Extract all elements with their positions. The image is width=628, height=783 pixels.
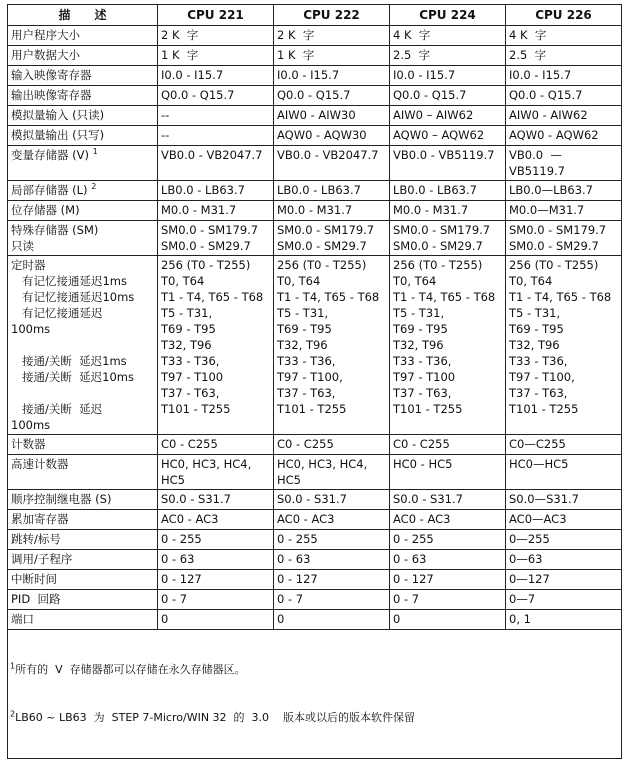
cell-cpu-222: VB0.0 - VB2047.7: [274, 146, 390, 181]
cell-cpu-224: 0 - 7: [390, 590, 506, 610]
cell-cpu-221: HC0, HC3, HC4, HC5: [158, 455, 274, 490]
cell-cpu-226: 0—255: [506, 530, 622, 550]
row-description-text: 跳转/标号: [11, 532, 61, 546]
cell-cpu-224: C0 - C255: [390, 435, 506, 455]
row-description-text: 高速计数器: [11, 457, 69, 471]
row-description: [8, 106, 158, 126]
cell-cpu-226: 256 (T0 - T255) T0, T64 T1 - T4, T65 - T68 T5 - T31, T69 - T95 T32, T96 T33 - T36, T97 - T100, T37 - T63, T101 - T255: [506, 256, 622, 435]
cell-cpu-221: 0 - 255: [158, 530, 274, 550]
row-description: [8, 570, 158, 590]
cell-cpu-226: AQW0 - AQW62: [506, 126, 622, 146]
cell-cpu-226: 0—127: [506, 570, 622, 590]
cell-cpu-222: 0: [274, 610, 390, 630]
table-row: [8, 86, 622, 106]
header-cpu-221: CPU 221: [158, 5, 274, 26]
footnote-2: [10, 710, 621, 726]
cell-cpu-226: 0, 1: [506, 610, 622, 630]
cell-cpu-222: M0.0 - M31.7: [274, 201, 390, 221]
table-row: [8, 590, 622, 610]
cell-cpu-222: HC0, HC3, HC4, HC5: [274, 455, 390, 490]
row-description: [8, 435, 158, 455]
cell-cpu-222: I0.0 - I15.7: [274, 66, 390, 86]
header-cpu-222: CPU 222: [274, 5, 390, 26]
cell-cpu-221: 0: [158, 610, 274, 630]
header-row: [8, 5, 622, 26]
table-row: [8, 256, 622, 435]
table-row: [8, 201, 622, 221]
cell-cpu-226: C0—C255: [506, 435, 622, 455]
cell-cpu-224: I0.0 - I15.7: [390, 66, 506, 86]
cell-cpu-226: HC0—HC5: [506, 455, 622, 490]
cell-cpu-226: LB0.0—LB63.7: [506, 181, 622, 201]
row-description-text: 累加寄存器: [11, 512, 69, 526]
table-row: [8, 46, 622, 66]
row-description: [8, 490, 158, 510]
row-description: [8, 510, 158, 530]
cell-cpu-226: M0.0—M31.7: [506, 201, 622, 221]
cell-cpu-222: 0 - 63: [274, 550, 390, 570]
footnote-ref: 2: [91, 182, 97, 192]
cell-cpu-224: 0: [390, 610, 506, 630]
cell-cpu-222: SM0.0 - SM179.7 SM0.0 - SM29.7: [274, 221, 390, 256]
footnotes: [8, 630, 622, 759]
row-description-text: 用户数据大小: [11, 48, 80, 62]
row-description-text: 模拟量输入 (只读): [11, 108, 105, 122]
row-description-text: 特殊存储器 (SM) 只读: [11, 223, 99, 253]
header-cpu-226: CPU 226: [506, 5, 622, 26]
cell-cpu-222: Q0.0 - Q15.7: [274, 86, 390, 106]
row-description: [8, 126, 158, 146]
row-description: [8, 66, 158, 86]
cell-cpu-226: 0—63: [506, 550, 622, 570]
cell-cpu-224: 4 K 字: [390, 26, 506, 46]
cell-cpu-221: 2 K 字: [158, 26, 274, 46]
cell-cpu-222: 256 (T0 - T255) T0, T64 T1 - T4, T65 - T68 T5 - T31, T69 - T95 T32, T96 T33 - T36, T97 - T100, T37 - T63, T101 - T255: [274, 256, 390, 435]
cell-cpu-226: 4 K 字: [506, 26, 622, 46]
cell-cpu-224: SM0.0 - SM179.7 SM0.0 - SM29.7: [390, 221, 506, 256]
row-description-text: 顺序控制继电器 (S): [11, 492, 112, 506]
row-description: [8, 86, 158, 106]
cell-cpu-224: AQW0 – AQW62: [390, 126, 506, 146]
cell-cpu-221: 256 (T0 - T255) T0, T64 T1 - T4, T65 - T68 T5 - T31, T69 - T95 T32, T96 T33 - T36, T97 - T100 T37 - T63, T101 - T255: [158, 256, 274, 435]
cell-cpu-221: 0 - 7: [158, 590, 274, 610]
cell-cpu-224: 2.5 字: [390, 46, 506, 66]
cell-cpu-222: C0 - C255: [274, 435, 390, 455]
cell-cpu-226: S0.0—S31.7: [506, 490, 622, 510]
cell-cpu-221: LB0.0 - LB63.7: [158, 181, 274, 201]
row-description: [8, 550, 158, 570]
table-row: [8, 106, 622, 126]
row-description-text: 用户程序大小: [11, 28, 80, 42]
cell-cpu-226: SM0.0 - SM179.7 SM0.0 - SM29.7: [506, 221, 622, 256]
table-row: [8, 146, 622, 181]
table-row: [8, 221, 622, 256]
cell-cpu-221: AC0 - AC3: [158, 510, 274, 530]
row-description: [8, 221, 158, 256]
footnote-1: [10, 662, 621, 678]
cell-cpu-221: Q0.0 - Q15.7: [158, 86, 274, 106]
cell-cpu-222: 0 - 127: [274, 570, 390, 590]
row-description: [8, 181, 158, 201]
row-description-text: 端口: [11, 612, 34, 626]
row-description: [8, 146, 158, 181]
cell-cpu-222: LB0.0 - LB63.7: [274, 181, 390, 201]
row-description-text: 调用/子程序: [11, 552, 73, 566]
cell-cpu-224: 0 - 255: [390, 530, 506, 550]
cell-cpu-226: AIW0 - AIW62: [506, 106, 622, 126]
cell-cpu-222: 1 K 字: [274, 46, 390, 66]
cell-cpu-221: --: [158, 106, 274, 126]
footnote-2-text: LB60 ~ LB63 为 STEP 7-Micro/WIN 32 的 3.0 版本或以后的版本软件保留: [15, 711, 416, 724]
table-row: [8, 126, 622, 146]
cell-cpu-221: 1 K 字: [158, 46, 274, 66]
cell-cpu-224: M0.0 - M31.7: [390, 201, 506, 221]
spec-table-container: [7, 4, 621, 759]
cell-cpu-226: 0—7: [506, 590, 622, 610]
cell-cpu-226: 2.5 字: [506, 46, 622, 66]
table-row: [8, 510, 622, 530]
cell-cpu-226: I0.0 - I15.7: [506, 66, 622, 86]
table-row: [8, 455, 622, 490]
header-description: 描 述: [8, 5, 158, 26]
cell-cpu-222: 0 - 7: [274, 590, 390, 610]
row-description-text: 输出映像寄存器: [11, 88, 92, 102]
row-description-text: 中断时间: [11, 572, 57, 586]
table-row: [8, 490, 622, 510]
footnote-1-text: 所有的 V 存储器都可以存储在永久存储器区。: [15, 663, 246, 676]
footnote-1-mark: 1: [10, 661, 16, 671]
table-row: [8, 181, 622, 201]
row-description-text: 变量存储器 (V): [11, 148, 89, 162]
row-description-text: 计数器: [11, 437, 46, 451]
footnote-ref: 1: [92, 147, 98, 157]
cell-cpu-222: AQW0 - AQW30: [274, 126, 390, 146]
cell-cpu-221: M0.0 - M31.7: [158, 201, 274, 221]
cell-cpu-221: VB0.0 - VB2047.7: [158, 146, 274, 181]
cell-cpu-224: AIW0 – AIW62: [390, 106, 506, 126]
cell-cpu-224: 256 (T0 - T255) T0, T64 T1 - T4, T65 - T68 T5 - T31, T69 - T95 T32, T96 T33 - T36, T97 - T100 T37 - T63, T101 - T255: [390, 256, 506, 435]
cell-cpu-224: 0 - 63: [390, 550, 506, 570]
cell-cpu-221: 0 - 127: [158, 570, 274, 590]
row-description: [8, 201, 158, 221]
header-cpu-224: CPU 224: [390, 5, 506, 26]
cell-cpu-224: 0 - 127: [390, 570, 506, 590]
row-description: [8, 610, 158, 630]
cell-cpu-221: I0.0 - I15.7: [158, 66, 274, 86]
cell-cpu-226: AC0—AC3: [506, 510, 622, 530]
row-description: [8, 256, 158, 435]
cell-cpu-224: VB0.0 - VB5119.7: [390, 146, 506, 181]
cell-cpu-224: AC0 - AC3: [390, 510, 506, 530]
table-row: [8, 530, 622, 550]
table-row: [8, 26, 622, 46]
row-description-text: 输入映像寄存器: [11, 68, 92, 82]
cpu-spec-table: [7, 4, 622, 759]
cell-cpu-222: AIW0 - AIW30: [274, 106, 390, 126]
cell-cpu-221: SM0.0 - SM179.7 SM0.0 - SM29.7: [158, 221, 274, 256]
footnote-row: [8, 630, 622, 759]
row-description-text: 模拟量输出 (只写): [11, 128, 105, 142]
table-row: [8, 550, 622, 570]
cell-cpu-224: Q0.0 - Q15.7: [390, 86, 506, 106]
cell-cpu-224: LB0.0 - LB63.7: [390, 181, 506, 201]
table-row: [8, 610, 622, 630]
cell-cpu-226: VB0.0 — VB5119.7: [506, 146, 622, 181]
table-row: [8, 435, 622, 455]
cell-cpu-222: 0 - 255: [274, 530, 390, 550]
cell-cpu-226: Q0.0 - Q15.7: [506, 86, 622, 106]
cell-cpu-222: AC0 - AC3: [274, 510, 390, 530]
row-description: [8, 26, 158, 46]
table-row: [8, 66, 622, 86]
cell-cpu-221: S0.0 - S31.7: [158, 490, 274, 510]
row-description-text: PID 回路: [11, 592, 61, 606]
cell-cpu-224: HC0 - HC5: [390, 455, 506, 490]
cell-cpu-222: S0.0 - S31.7: [274, 490, 390, 510]
row-description-text: 位存储器 (M): [11, 203, 80, 217]
cell-cpu-224: S0.0 - S31.7: [390, 490, 506, 510]
row-description: [8, 590, 158, 610]
row-description-text: 局部存储器 (L): [11, 183, 88, 197]
cell-cpu-221: C0 - C255: [158, 435, 274, 455]
row-description: [8, 455, 158, 490]
cell-cpu-221: 0 - 63: [158, 550, 274, 570]
cell-cpu-221: --: [158, 126, 274, 146]
row-description: [8, 530, 158, 550]
cell-cpu-222: 2 K 字: [274, 26, 390, 46]
row-description-text: 定时器 有记忆接通延迟1ms 有记忆接通延迟10ms 有记忆接通延迟 100ms 接通/关断 延迟1ms 接通/关断 延迟10ms 接通/关断 延迟 100ms: [11, 258, 135, 432]
footnote-2-mark: 2: [10, 709, 16, 719]
row-description: [8, 46, 158, 66]
table-row: [8, 570, 622, 590]
